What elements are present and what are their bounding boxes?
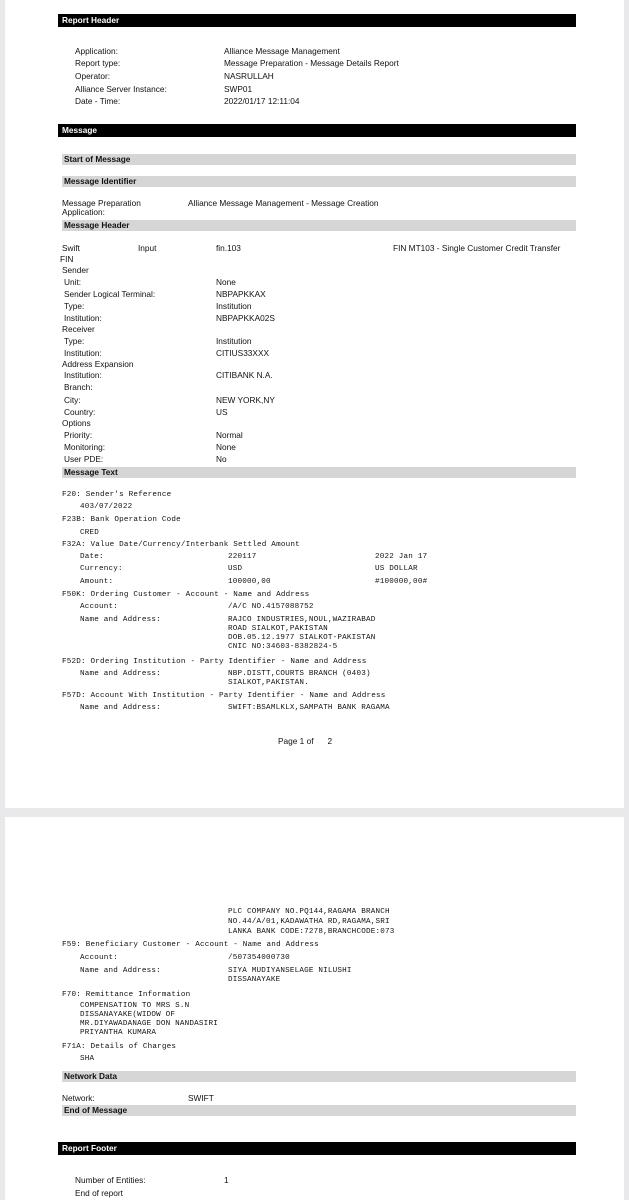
- f57d-cont-line: LANKA BANK CODE:7278,BRANCHCODE:073: [228, 928, 395, 936]
- message-text-bar: Message Text: [62, 467, 576, 478]
- f32a-label: Amount:: [80, 578, 114, 586]
- field-label: Country:: [64, 407, 96, 417]
- page-number: Page 1 of 2: [278, 736, 333, 746]
- f52d-name-label: Name and Address:: [80, 670, 161, 678]
- f52d-heading: F52D: Ordering Institution - Party Identifier - Name and Address: [62, 658, 367, 666]
- f59-account: /507354000730: [228, 954, 290, 962]
- sender-heading: Sender: [62, 265, 89, 275]
- message-identifier-bar: Message Identifier: [62, 176, 576, 187]
- f71a-heading: F71A: Details of Charges: [62, 1043, 177, 1051]
- options-heading: Options: [62, 418, 91, 428]
- field-value: CITIUS33XXX: [216, 348, 270, 358]
- field-label: Report type:: [75, 58, 121, 68]
- identifier-label: Message Preparation: [62, 198, 141, 208]
- field-value: CITIBANK N.A.: [216, 370, 273, 380]
- end-of-message-bar: End of Message: [62, 1105, 576, 1116]
- f50k-name-line: DOB.05.12.1977 SIALKOT-PAKISTAN: [228, 634, 376, 642]
- f50k-name-line: RAJCO INDUSTRIES,NOUL,WAZIRABAD: [228, 616, 376, 624]
- f70-line: DISSANAYAKE(WIDOW OF: [80, 1011, 176, 1019]
- f59-heading: F59: Beneficiary Customer - Account - Name and Address: [62, 941, 319, 949]
- report-footer-bar: Report Footer: [58, 1142, 576, 1155]
- f50k-account: /A/C NO.4157088752: [228, 603, 314, 611]
- field-label: Operator:: [75, 71, 111, 81]
- f32a-extra: #100000,00#: [375, 578, 428, 586]
- field-label: Type:: [64, 336, 85, 346]
- field-label: Institution:: [64, 313, 102, 323]
- f50k-name-line: CNIC NO:34603-8382824-5: [228, 643, 338, 651]
- header-fin-type: fin.103: [216, 243, 241, 253]
- f23b-value: CRED: [80, 529, 100, 537]
- address-expansion-heading: Address Expansion: [62, 359, 134, 369]
- f50k-account-label: Account:: [80, 603, 119, 611]
- start-of-message-bar: Start of Message: [62, 154, 576, 165]
- field-value: NASRULLAH: [224, 71, 274, 81]
- end-of-report: End of report: [75, 1188, 123, 1198]
- f23b-heading: F23B: Bank Operation Code: [62, 516, 181, 524]
- identifier-value: Alliance Message Management - Message Creation: [188, 198, 379, 208]
- field-label: Sender Logical Terminal:: [64, 289, 156, 299]
- f32a-extra: 2022 Jan 17: [375, 553, 428, 561]
- report-header-bar: Report Header: [58, 14, 576, 27]
- field-label: Monitoring:: [64, 442, 106, 452]
- f50k-heading: F50K: Ordering Customer - Account - Name and Address: [62, 591, 310, 599]
- message-header-bar: Message Header: [62, 220, 576, 231]
- f32a-label: Currency:: [80, 565, 123, 573]
- f57d-cont-line: NO.44/A/01,KADAWATHA RD,RAGAMA,SRI: [228, 918, 390, 926]
- field-value: NBPAPKKAX: [216, 289, 266, 299]
- field-label: Application:: [75, 46, 118, 56]
- report-page-1: [5, 0, 624, 808]
- field-value: No: [216, 454, 227, 464]
- message-bar: Message: [58, 124, 576, 137]
- field-label: Institution:: [64, 348, 102, 358]
- field-label: Branch:: [64, 382, 93, 392]
- header-message-type: FIN MT103 - Single Customer Credit Transfer: [393, 243, 561, 253]
- f70-line: PRIYANTHA KUMARA: [80, 1029, 157, 1037]
- f70-line: MR.DIYAWADANAGE DON NANDASIRI: [80, 1020, 218, 1028]
- f20-value: 403/07/2022: [80, 503, 133, 511]
- field-value: US: [216, 407, 228, 417]
- f52d-name-line: NBP.DISTT,COURTS BRANCH (0403): [228, 670, 371, 678]
- field-value: NEW YORK,NY: [216, 395, 275, 405]
- header-input: Input: [138, 243, 157, 253]
- f70-heading: F70: Remittance Information: [62, 991, 191, 999]
- field-value: None: [216, 277, 236, 287]
- f50k-name-label: Name and Address:: [80, 616, 161, 624]
- f59-name-line: DISSANAYAKE: [228, 976, 281, 984]
- field-label: Institution:: [64, 370, 102, 380]
- f32a-heading: F32A: Value Date/Currency/Interbank Settled Amount: [62, 541, 300, 549]
- f59-account-label: Account:: [80, 954, 119, 962]
- field-label: Type:: [64, 301, 85, 311]
- f70-line: COMPENSATION TO MRS S.N: [80, 1002, 190, 1010]
- f32a-value: 100000,00: [228, 578, 271, 586]
- field-value: SWP01: [224, 84, 253, 94]
- field-value: None: [216, 442, 236, 452]
- entities-value: 1: [224, 1175, 229, 1185]
- field-value: Normal: [216, 430, 243, 440]
- f71a-value: SHA: [80, 1055, 95, 1063]
- entities-label: Number of Entities:: [75, 1175, 146, 1185]
- f20-heading: F20: Sender's Reference: [62, 491, 172, 499]
- field-label: Alliance Server Instance:: [75, 84, 167, 94]
- f50k-name-line: ROAD SIALKOT,PAKISTAN: [228, 625, 328, 633]
- network-data-bar: Network Data: [62, 1071, 576, 1082]
- header-fin: FIN: [60, 254, 74, 264]
- field-value: Alliance Message Management: [224, 46, 340, 56]
- f32a-extra: US DOLLAR: [375, 565, 418, 573]
- field-label: Priority:: [64, 430, 93, 440]
- f52d-name-line: SIALKOT,PAKISTAN.: [228, 679, 309, 687]
- field-label: Unit:: [64, 277, 82, 287]
- network-label: Network:: [62, 1093, 95, 1103]
- network-value: SWIFT: [188, 1093, 214, 1103]
- field-value: NBPAPKKA02S: [216, 313, 275, 323]
- f32a-label: Date:: [80, 553, 104, 561]
- receiver-heading: Receiver: [62, 324, 95, 334]
- f32a-value: USD: [228, 565, 243, 573]
- identifier-label-2: Application:: [62, 207, 105, 217]
- f32a-value: 220117: [228, 553, 257, 561]
- field-value: 2022/01/17 12:11:04: [224, 96, 300, 106]
- f57d-name-label: Name and Address:: [80, 704, 161, 712]
- field-value: Institution: [216, 301, 252, 311]
- f57d-cont-line: PLC COMPANY NO.PQ144,RAGAMA BRANCH: [228, 908, 390, 916]
- field-value: Institution: [216, 336, 252, 346]
- f57d-heading: F57D: Account With Institution - Party Identifier - Name and Address: [62, 692, 386, 700]
- field-label: City:: [64, 395, 81, 405]
- f59-name-label: Name and Address:: [80, 967, 161, 975]
- header-swift: Swift: [62, 243, 80, 253]
- field-label: User PDE:: [64, 454, 104, 464]
- f57d-name-line: SWIFT:BSAMLKLX,SAMPATH BANK RAGAMA: [228, 704, 390, 712]
- report-page-2: [5, 817, 624, 1200]
- f59-name-line: SIYA MUDIYANSELAGE NILUSHI: [228, 967, 352, 975]
- field-value: Message Preparation - Message Details Report: [224, 58, 399, 68]
- field-label: Date - Time:: [75, 96, 121, 106]
